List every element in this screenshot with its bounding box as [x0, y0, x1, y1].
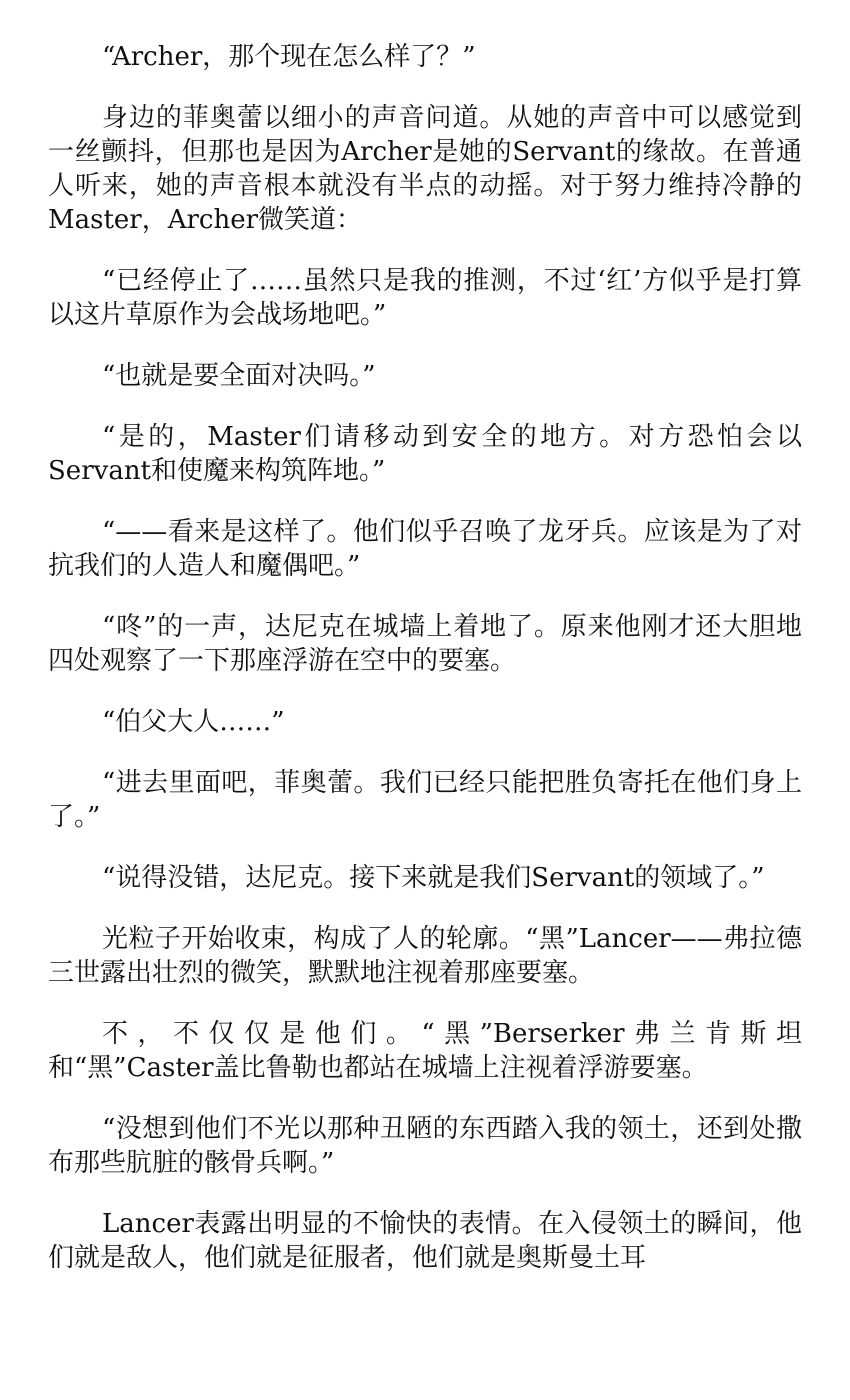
paragraph: “——看来是这样了。他们似乎召唤了龙牙兵。应该是为了对抗我们的人造人和魔偶吧。” — [48, 517, 802, 581]
paragraph: Lancer表露出明显的不愉快的表情。在入侵领土的瞬间，他们就是敌人，他们就是征服者，他们就是奥斯曼土耳 — [48, 1209, 802, 1273]
paragraph: 不，不仅仅是他们。“黑”Berserker弗兰肯斯坦和“黑”Caster盖比鲁勒也都站在城墙上注视着浮游要塞。 — [48, 1019, 802, 1083]
paragraph: 光粒子开始收束，构成了人的轮廓。“黑”Lancer——弗拉德三世露出壮烈的微笑，默默地注视着那座要塞。 — [48, 924, 802, 988]
paragraph: “是的，Master们请移动到安全的地方。对方恐怕会以Servant和使魔来构筑阵地。” — [48, 422, 802, 486]
novel-page — [48, 40, 802, 1302]
paragraph: “已经停止了……虽然只是我的推测，不过‘红’方似乎是打算以这片草原作为会战场地吧。” — [48, 266, 802, 330]
paragraph: “也就是要全面对决吗。” — [102, 361, 376, 391]
paragraph: “Archer，那个现在怎么样了？” — [102, 42, 476, 72]
paragraph: “伯父大人……” — [102, 707, 285, 737]
paragraph: “说得没错，达尼克。接下来就是我们Servant的领域了。” — [102, 863, 765, 893]
paragraph: “进去里面吧，菲奥蕾。我们已经只能把胜负寄托在他们身上了。” — [48, 768, 802, 832]
paragraph: 身边的菲奥蕾以细小的声音问道。从她的声音中可以感觉到一丝颤抖，但那也是因为Archer是她的Servant的缘故。在普通人听来，她的声音根本就没有半点的动摇。对于努力维持冷静的Master，Archer微笑道： — [48, 103, 802, 235]
paragraph: “咚”的一声，达尼克在城墙上着地了。原来他刚才还大胆地四处观察了一下那座浮游在空中的要塞。 — [48, 612, 802, 676]
paragraph: “没想到他们不光以那种丑陋的东西踏入我的领土，还到处撒布那些肮脏的骸骨兵啊。” — [48, 1114, 802, 1178]
